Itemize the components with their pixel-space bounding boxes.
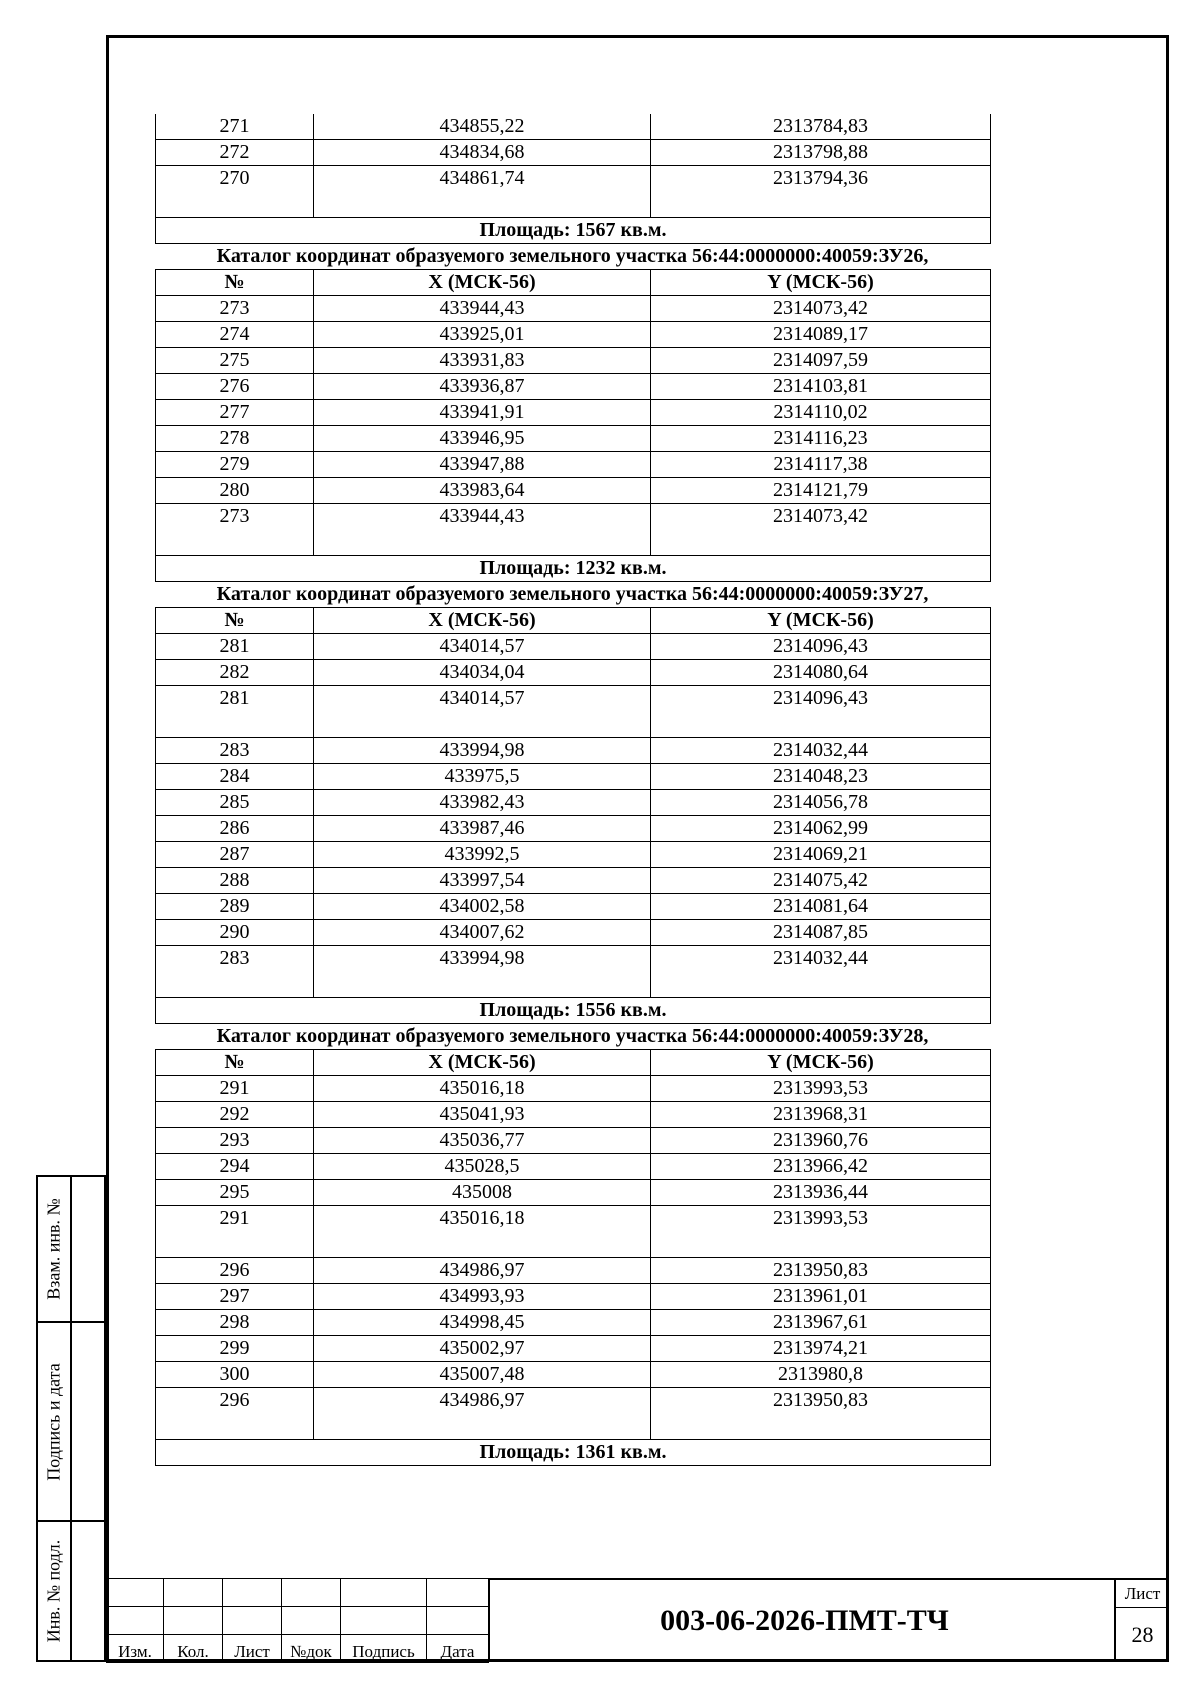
y-coordinate: 2313784,83	[651, 114, 991, 140]
table-row	[156, 686, 991, 738]
side-stamp-vzam	[36, 1175, 106, 1323]
x-coordinate: 434007,62	[314, 920, 651, 946]
title-block-column-label: Дата	[427, 1635, 489, 1663]
table-row	[156, 1154, 991, 1180]
x-coordinate: 433975,5	[314, 764, 651, 790]
table-row	[156, 920, 991, 946]
point-number: 280	[156, 478, 314, 504]
x-coordinate: 435028,5	[314, 1154, 651, 1180]
point-number: 291	[156, 1076, 314, 1102]
table-row	[156, 400, 991, 426]
table-row	[156, 1284, 991, 1310]
point-number: 292	[156, 1102, 314, 1128]
coordinate-table	[155, 1049, 991, 1466]
title-block-column-label: Изм.	[107, 1635, 164, 1663]
table-header-row	[156, 608, 991, 634]
title-block-column-label: Подпись	[341, 1635, 427, 1663]
table-row	[156, 1362, 991, 1388]
x-coordinate: 434861,74	[314, 166, 651, 218]
area-row	[156, 1440, 991, 1466]
table-row	[156, 1076, 991, 1102]
x-coordinate: 435041,93	[314, 1102, 651, 1128]
x-coordinate: 434002,58	[314, 894, 651, 920]
sheet-number: 28	[1131, 1622, 1154, 1647]
y-coordinate: 2314103,81	[651, 374, 991, 400]
table-row	[156, 322, 991, 348]
y-coordinate: 2314096,43	[651, 634, 991, 660]
header-number: №	[156, 1050, 314, 1076]
y-coordinate: 2314117,38	[651, 452, 991, 478]
header-y: Y (МСК-56)	[651, 1050, 991, 1076]
point-number: 296	[156, 1258, 314, 1284]
table-row	[156, 842, 991, 868]
y-coordinate: 2314081,64	[651, 894, 991, 920]
title-block	[106, 1578, 1169, 1662]
side-stamp-podpis	[36, 1321, 106, 1522]
point-number: 288	[156, 868, 314, 894]
x-coordinate: 434986,97	[314, 1388, 651, 1440]
x-coordinate: 434986,97	[314, 1258, 651, 1284]
x-coordinate: 435036,77	[314, 1128, 651, 1154]
x-coordinate: 433946,95	[314, 426, 651, 452]
table-row	[156, 114, 991, 140]
catalog-title: Каталог координат образуемого земельного участка 56:44:0000000:40059:ЗУ26,	[216, 245, 929, 267]
y-coordinate: 2314089,17	[651, 322, 991, 348]
y-coordinate: 2313961,01	[651, 1284, 991, 1310]
coordinate-catalog	[155, 114, 990, 1466]
y-coordinate: 2314080,64	[651, 660, 991, 686]
table-row	[156, 426, 991, 452]
table-row	[156, 374, 991, 400]
x-coordinate: 435016,18	[314, 1076, 651, 1102]
x-coordinate: 434034,04	[314, 660, 651, 686]
y-coordinate: 2314048,23	[651, 764, 991, 790]
table-row	[156, 1310, 991, 1336]
title-block-column-label: Лист	[223, 1635, 282, 1663]
x-coordinate: 435016,18	[314, 1206, 651, 1258]
side-stamp-vzam-label: Взам. инв. №	[43, 1198, 64, 1300]
area-total: Площадь: 1567 кв.м.	[156, 218, 991, 244]
table-row	[156, 1258, 991, 1284]
point-number: 296	[156, 1388, 314, 1440]
table-row	[156, 478, 991, 504]
y-coordinate: 2314032,44	[651, 738, 991, 764]
y-coordinate: 2313794,36	[651, 166, 991, 218]
point-number: 282	[156, 660, 314, 686]
point-number: 281	[156, 634, 314, 660]
point-number: 281	[156, 686, 314, 738]
point-number: 277	[156, 400, 314, 426]
point-number: 273	[156, 504, 314, 556]
x-coordinate: 433997,54	[314, 868, 651, 894]
table-row	[156, 764, 991, 790]
x-coordinate: 433983,64	[314, 478, 651, 504]
side-stamp-inv	[36, 1520, 106, 1662]
x-coordinate: 433987,46	[314, 816, 651, 842]
y-coordinate: 2313966,42	[651, 1154, 991, 1180]
y-coordinate: 2314087,85	[651, 920, 991, 946]
point-number: 283	[156, 738, 314, 764]
point-number: 295	[156, 1180, 314, 1206]
x-coordinate: 434834,68	[314, 140, 651, 166]
y-coordinate: 2313980,8	[651, 1362, 991, 1388]
table-row	[156, 1180, 991, 1206]
point-number: 270	[156, 166, 314, 218]
x-coordinate: 434014,57	[314, 634, 651, 660]
table-row	[156, 1388, 991, 1440]
table-row	[156, 816, 991, 842]
point-number: 289	[156, 894, 314, 920]
y-coordinate: 2314062,99	[651, 816, 991, 842]
point-number: 275	[156, 348, 314, 374]
coordinate-table	[155, 269, 991, 582]
x-coordinate: 433982,43	[314, 790, 651, 816]
x-coordinate: 433994,98	[314, 738, 651, 764]
y-coordinate: 2314121,79	[651, 478, 991, 504]
table-row	[156, 1206, 991, 1258]
x-coordinate: 433994,98	[314, 946, 651, 998]
point-number: 286	[156, 816, 314, 842]
side-stamp-inv-label: Инв. № подл.	[43, 1539, 64, 1643]
point-number: 300	[156, 1362, 314, 1388]
point-number: 284	[156, 764, 314, 790]
point-number: 297	[156, 1284, 314, 1310]
point-number: 283	[156, 946, 314, 998]
area-total: Площадь: 1361 кв.м.	[156, 1440, 991, 1466]
y-coordinate: 2313798,88	[651, 140, 991, 166]
point-number: 287	[156, 842, 314, 868]
point-number: 279	[156, 452, 314, 478]
table-row	[156, 1102, 991, 1128]
y-coordinate: 2314097,59	[651, 348, 991, 374]
area-row	[156, 998, 991, 1024]
document-code: 003-06-2026-ПМТ-ТЧ	[488, 1578, 1119, 1662]
table-row	[156, 504, 991, 556]
y-coordinate: 2314073,42	[651, 504, 991, 556]
x-coordinate: 433944,43	[314, 504, 651, 556]
x-coordinate: 434998,45	[314, 1310, 651, 1336]
header-x: X (МСК-56)	[314, 1050, 651, 1076]
y-coordinate: 2313967,61	[651, 1310, 991, 1336]
y-coordinate: 2313974,21	[651, 1336, 991, 1362]
table-row	[156, 166, 991, 218]
y-coordinate: 2313993,53	[651, 1206, 991, 1258]
y-coordinate: 2313950,83	[651, 1388, 991, 1440]
table-row	[156, 1336, 991, 1362]
point-number: 271	[156, 114, 314, 140]
x-coordinate: 435002,97	[314, 1336, 651, 1362]
y-coordinate: 2313936,44	[651, 1180, 991, 1206]
table-header-row	[156, 270, 991, 296]
header-number: №	[156, 270, 314, 296]
point-number: 291	[156, 1206, 314, 1258]
coordinate-table	[155, 607, 991, 1024]
point-number: 298	[156, 1310, 314, 1336]
y-coordinate: 2314056,78	[651, 790, 991, 816]
table-row	[156, 790, 991, 816]
y-coordinate: 2314075,42	[651, 868, 991, 894]
y-coordinate: 2314073,42	[651, 296, 991, 322]
table-header-row	[156, 1050, 991, 1076]
table-row	[156, 894, 991, 920]
table-row	[156, 738, 991, 764]
point-number: 294	[156, 1154, 314, 1180]
table-row	[156, 660, 991, 686]
y-coordinate: 2313968,31	[651, 1102, 991, 1128]
y-coordinate: 2313993,53	[651, 1076, 991, 1102]
y-coordinate: 2314116,23	[651, 426, 991, 452]
x-coordinate: 435007,48	[314, 1362, 651, 1388]
point-number: 274	[156, 322, 314, 348]
table-row	[156, 348, 991, 374]
point-number: 293	[156, 1128, 314, 1154]
title-block-column-label: Кол.	[164, 1635, 223, 1663]
x-coordinate: 433992,5	[314, 842, 651, 868]
title-block-grid	[106, 1578, 489, 1663]
y-coordinate: 2313960,76	[651, 1128, 991, 1154]
header-y: Y (МСК-56)	[651, 270, 991, 296]
title-block-column-label: №док	[282, 1635, 341, 1663]
area-total: Площадь: 1232 кв.м.	[156, 556, 991, 582]
header-x: X (МСК-56)	[314, 608, 651, 634]
table-row	[156, 946, 991, 998]
catalog-title: Каталог координат образуемого земельного участка 56:44:0000000:40059:ЗУ27,	[216, 583, 929, 605]
x-coordinate: 434855,22	[314, 114, 651, 140]
x-coordinate: 433941,91	[314, 400, 651, 426]
coordinate-table	[155, 114, 991, 244]
area-total: Площадь: 1556 кв.м.	[156, 998, 991, 1024]
table-row	[156, 1128, 991, 1154]
y-coordinate: 2314069,21	[651, 842, 991, 868]
point-number: 285	[156, 790, 314, 816]
y-coordinate: 2314110,02	[651, 400, 991, 426]
point-number: 299	[156, 1336, 314, 1362]
area-row	[156, 556, 991, 582]
x-coordinate: 433925,01	[314, 322, 651, 348]
x-coordinate: 433931,83	[314, 348, 651, 374]
side-stamp-podpis-label: Подпись и дата	[43, 1362, 64, 1481]
point-number: 278	[156, 426, 314, 452]
table-row	[156, 452, 991, 478]
y-coordinate: 2314096,43	[651, 686, 991, 738]
y-coordinate: 2314032,44	[651, 946, 991, 998]
x-coordinate: 433936,87	[314, 374, 651, 400]
point-number: 272	[156, 140, 314, 166]
sheet-label: Лист	[1116, 1580, 1169, 1608]
header-y: Y (МСК-56)	[651, 608, 991, 634]
x-coordinate: 433947,88	[314, 452, 651, 478]
x-coordinate: 434014,57	[314, 686, 651, 738]
y-coordinate: 2313950,83	[651, 1258, 991, 1284]
table-row	[156, 296, 991, 322]
sheet-box	[1114, 1578, 1169, 1662]
area-row	[156, 218, 991, 244]
table-row	[156, 140, 991, 166]
header-x: X (МСК-56)	[314, 270, 651, 296]
x-coordinate: 435008	[314, 1180, 651, 1206]
catalog-title: Каталог координат образуемого земельного участка 56:44:0000000:40059:ЗУ28,	[216, 1025, 929, 1047]
table-row	[156, 868, 991, 894]
point-number: 273	[156, 296, 314, 322]
x-coordinate: 434993,93	[314, 1284, 651, 1310]
x-coordinate: 433944,43	[314, 296, 651, 322]
point-number: 290	[156, 920, 314, 946]
header-number: №	[156, 608, 314, 634]
point-number: 276	[156, 374, 314, 400]
table-row	[156, 634, 991, 660]
